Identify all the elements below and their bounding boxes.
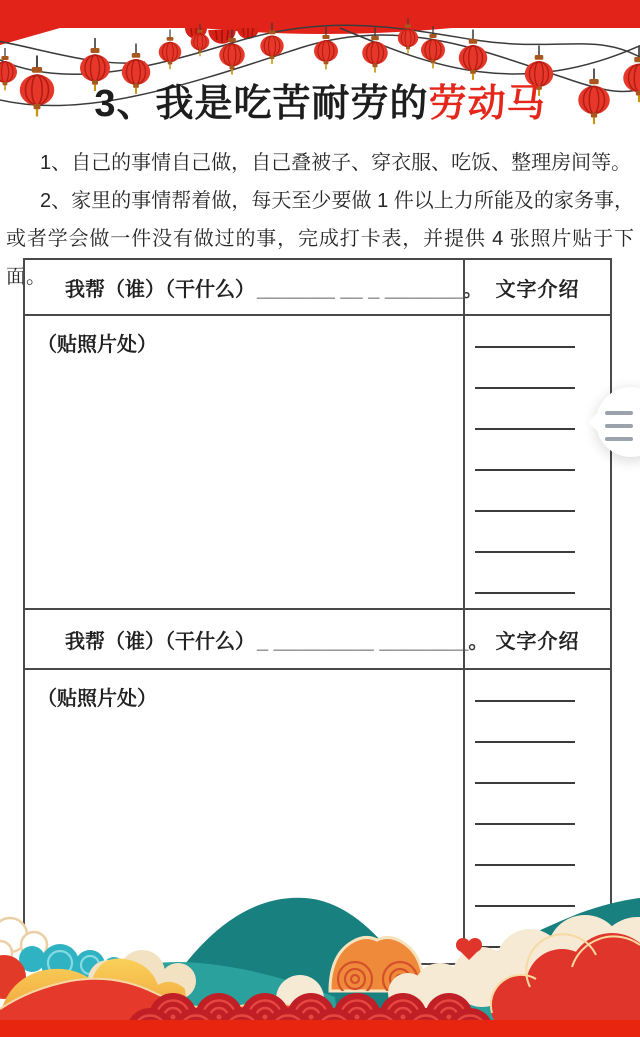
writing-line (475, 946, 575, 948)
writing-line (475, 782, 575, 784)
writing-line (475, 864, 575, 866)
chore-record-table (23, 258, 612, 965)
instruction-item: 1、自己的事情自己做，自己叠被子、穿衣服、吃饭、整理房间等。 (40, 152, 632, 174)
writing-line (475, 551, 575, 553)
photo-paste-cell (25, 316, 463, 610)
bunting-icon (237, 28, 259, 39)
prompt-label: 我帮（谁）（干什么） (65, 278, 255, 301)
photo-placeholder-label: （贴照片处） (37, 334, 157, 356)
table-header-prompt (25, 610, 489, 670)
fill-in-blank: _______ __ _ _______。 (257, 278, 483, 301)
top-red-bar (0, 0, 640, 28)
table-header-column: 文字介绍 (463, 610, 610, 670)
title-black-text: 3、我是吃苦耐劳的 (94, 83, 429, 125)
writing-line (475, 387, 575, 389)
lantern-icon (362, 28, 388, 73)
writing-line (475, 823, 575, 825)
bottom-red-bar (0, 1020, 640, 1037)
writing-line (475, 346, 575, 348)
red-scales (126, 993, 494, 1037)
writing-line (475, 469, 575, 471)
prompt-label: 我帮（谁）（干什么） (65, 630, 255, 653)
fill-in-blank: _ _________ ________。 (257, 630, 489, 653)
page-title (0, 82, 640, 126)
writing-line (475, 741, 575, 743)
writing-lines-cell (463, 316, 610, 610)
writing-line (475, 700, 575, 702)
writing-line (475, 510, 575, 512)
table-header-column: 文字介绍 (463, 260, 610, 316)
writing-line (475, 428, 575, 430)
writing-line (475, 905, 575, 907)
title-red-text: 劳动马 (428, 83, 546, 125)
hamburger-icon (605, 402, 633, 450)
photo-paste-cell (25, 670, 463, 987)
red-wave-left (0, 979, 330, 1037)
lantern-icon (159, 30, 182, 70)
table-header-prompt (25, 260, 483, 316)
writing-lines-cell (463, 670, 610, 987)
writing-line (475, 592, 575, 594)
photo-placeholder-label: （贴照片处） (37, 688, 157, 710)
instruction-item: 2、家里的事情帮着做，每天至少要做 1 件以上力所能及的家务事，或者学会做一件没有做过的事，完成打卡表，并提供 4 张照片贴于下面。 (6, 190, 634, 288)
